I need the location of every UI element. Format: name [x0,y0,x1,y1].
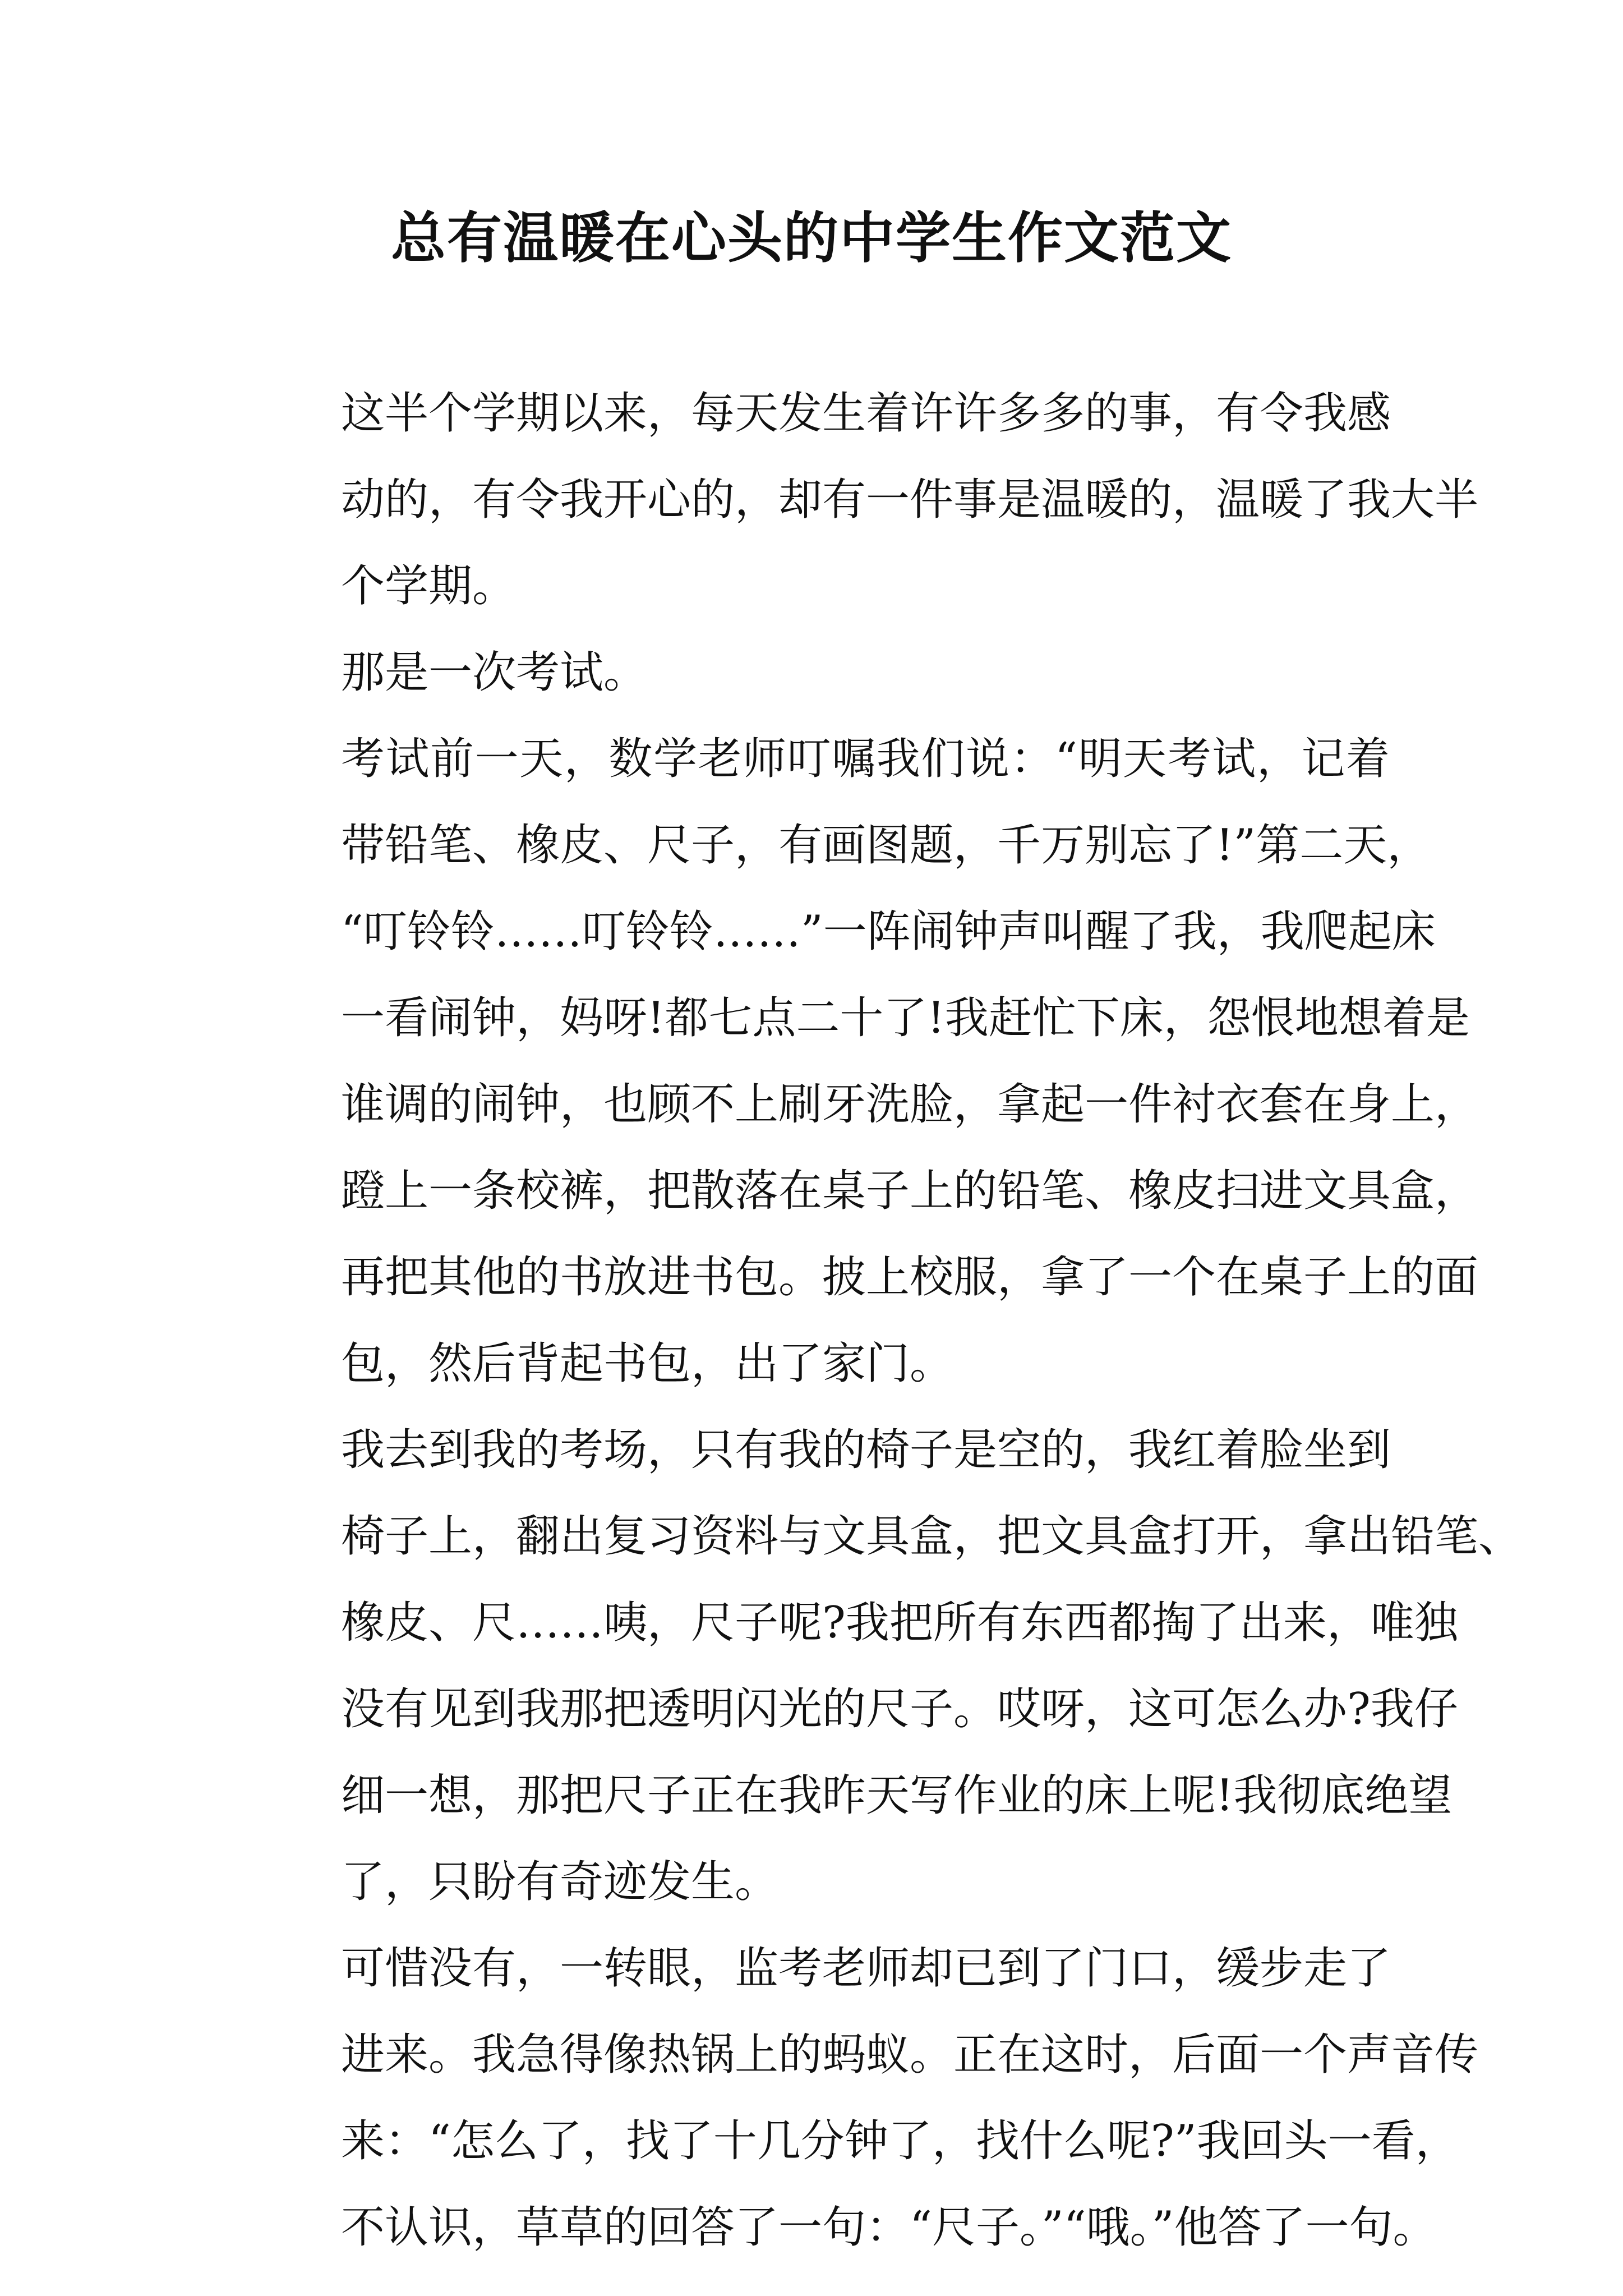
paragraph-line: 进来。我急得像热锅上的蚂蚁。正在这时，后面一个声音传 [341,2030,1479,2080]
paragraph-3 [251,716,1479,1407]
paragraph-line: 包，然后背起书包，出了家门。 [341,1338,954,1389]
paragraph-line: 没有见到我那把透明闪光的尺子。哎呀，这可怎么办?我仔 [341,1684,1458,1734]
document-title: 总有温暖在心头的中学生作文范文 [390,206,1232,270]
paragraph-line: 这半个学期以来，每天发生着许许多多的事，有令我感 [341,388,1391,439]
paragraph-line: 一看闹钟，妈呀!都七点二十了!我赶忙下床，怨恨地想着是 [341,993,1470,1043]
paragraph-line: 那是一次考试。 [341,647,648,698]
paragraph-line: 考试前一天，数学老师叮嘱我们说：“明天考试，记着 [341,734,1390,784]
paragraph-line: 了，只盼有奇迹发生。 [341,1857,779,1907]
paragraph-line: 谁调的闹钟，也顾不上刷牙洗脸，拿起一件衬衣套在身上， [341,1079,1479,1130]
paragraph-line: 再把其他的书放进书包。披上校服，拿了一个在桌子上的面 [341,1252,1479,1303]
paragraph-line: 动的，有令我开心的，却有一件事是温暖的，温暖了我大半 [341,475,1479,525]
paragraph-line: 椅子上，翻出复习资料与文具盒，把文具盒打开，拿出铅笔、 [341,1511,1523,1562]
paragraph-line: 来：“怎么了，找了十几分钟了，找什么呢?”我回头一看， [341,2116,1459,2166]
paragraph-line: “叮铃铃……叮铃铃……”一阵闹钟声叫醒了我，我爬起床 [341,907,1436,957]
paragraph-line: 蹬上一条校裤，把散落在桌子上的铅笔、橡皮扫进文具盒， [341,1166,1479,1216]
paragraph-line: 个学期。 [341,561,517,611]
paragraph-line: 不认识，草草的回答了一句：“尺子。”“哦。”他答了一句。 [341,2202,1437,2253]
paragraph-2 [251,629,1390,716]
paragraph-5 [251,1925,1479,2271]
paragraph-line: 我去到我的考场，只有我的椅子是空的，我红着脸坐到 [341,1425,1391,1475]
paragraph-1 [251,370,1479,629]
paragraph-line: 可惜没有，一转眼，监考老师却已到了门口，缓步走了 [341,1943,1391,1994]
document-body [251,370,1523,2271]
paragraph-line: 带铅笔、橡皮、尺子，有画图题，千万别忘了!”第二天， [341,820,1431,871]
paragraph-4 [251,1407,1523,1925]
paragraph-line: 橡皮、尺……咦，尺子呢?我把所有东西都掏了出来，唯独 [341,1598,1458,1648]
paragraph-line: 细一想，那把尺子正在我昨天写作业的床上呢!我彻底绝望 [341,1770,1453,1821]
